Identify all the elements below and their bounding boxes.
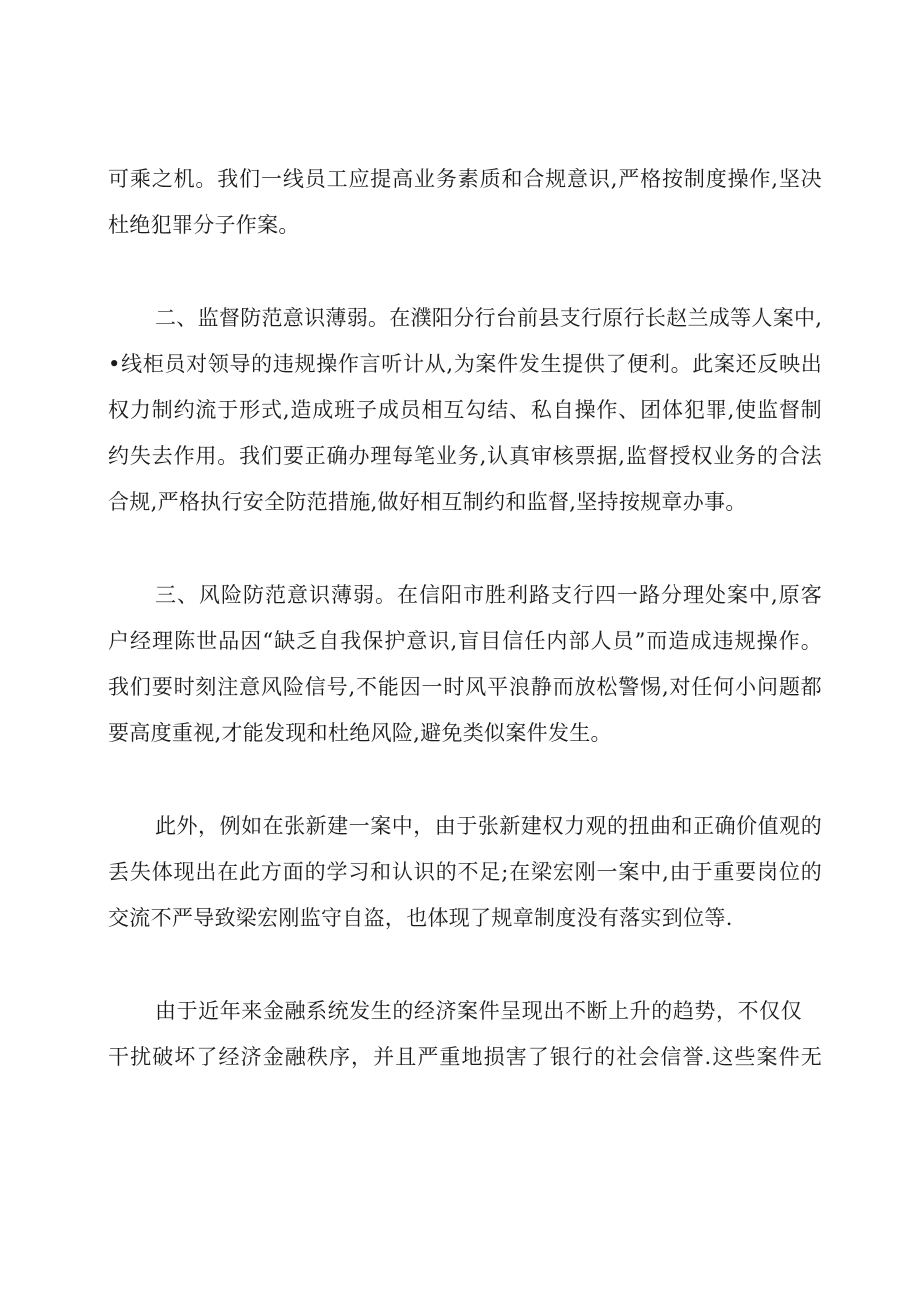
paragraph-gap [108, 536, 822, 583]
text-line: 三、风险防范意识薄弱。在信阳市胜利路支行四一路分理处案中,原客 [155, 583, 822, 607]
document-page [108, 167, 822, 1091]
text-line: 户经理陈世品因“缺乏自我保护意识,盲目信任内部人员”而造成违规操作。 [108, 629, 822, 653]
text-line: 由于近年来金融系统发生的经济案件呈现出不断上升的趋势，不仅仅 [155, 999, 802, 1023]
text-line: 杜绝犯罪分子作案。 [108, 213, 300, 237]
paragraph-trend [108, 999, 822, 1070]
text-line: 干扰破坏了经济金融秩序，并且严重地损害了银行的社会信誉.这些案件无 [108, 1045, 822, 1069]
paragraph-gap [108, 952, 822, 999]
paragraph-risk [108, 583, 822, 746]
text-line: 我们要时刻注意风险信号,不能因一时风平浪静而放松警惕,对任何小问题都 [108, 675, 822, 699]
text-line: •线柜员对领导的违规操作言听计从,为案件发生提供了便利。此案还反映出 [108, 352, 822, 376]
text-line: 权力制约流于形式,造成班子成员相互勾结、私自操作、团体犯罪,使监督制 [108, 398, 822, 422]
paragraph-gap [108, 259, 822, 306]
text-line: 二、监督防范意识薄弱。在濮阳分行台前县支行原行长赵兰成等人案中, [155, 306, 823, 330]
text-line: 交流不严导致梁宏刚监守自盗，也体现了规章制度没有落实到位等. [108, 906, 733, 930]
paragraph-gap [108, 767, 822, 814]
text-line: 此外，例如在张新建一案中，由于张新建权力观的扭曲和正确价值观的 [155, 814, 822, 838]
paragraph-additional [108, 814, 822, 931]
text-line: 可乘之机。我们一线员工应提高业务素质和合规意识,严格按制度操作,坚决 [108, 167, 822, 191]
paragraph-continuation [108, 167, 822, 238]
text-line: 合规,严格执行安全防范措施,做好相互制约和监督,坚持按规章办事。 [108, 490, 747, 514]
text-line: 约失去作用。我们要正确办理每笔业务,认真审核票据,监督授权业务的合法 [108, 444, 822, 468]
paragraph-supervision [108, 306, 822, 515]
text-line: 要高度重视,才能发现和杜绝风险,避免类似案件发生。 [108, 721, 612, 745]
text-line: 丢失体现出在此方面的学习和认识的不足;在梁宏刚一案中,由于重要岗位的 [108, 860, 822, 884]
